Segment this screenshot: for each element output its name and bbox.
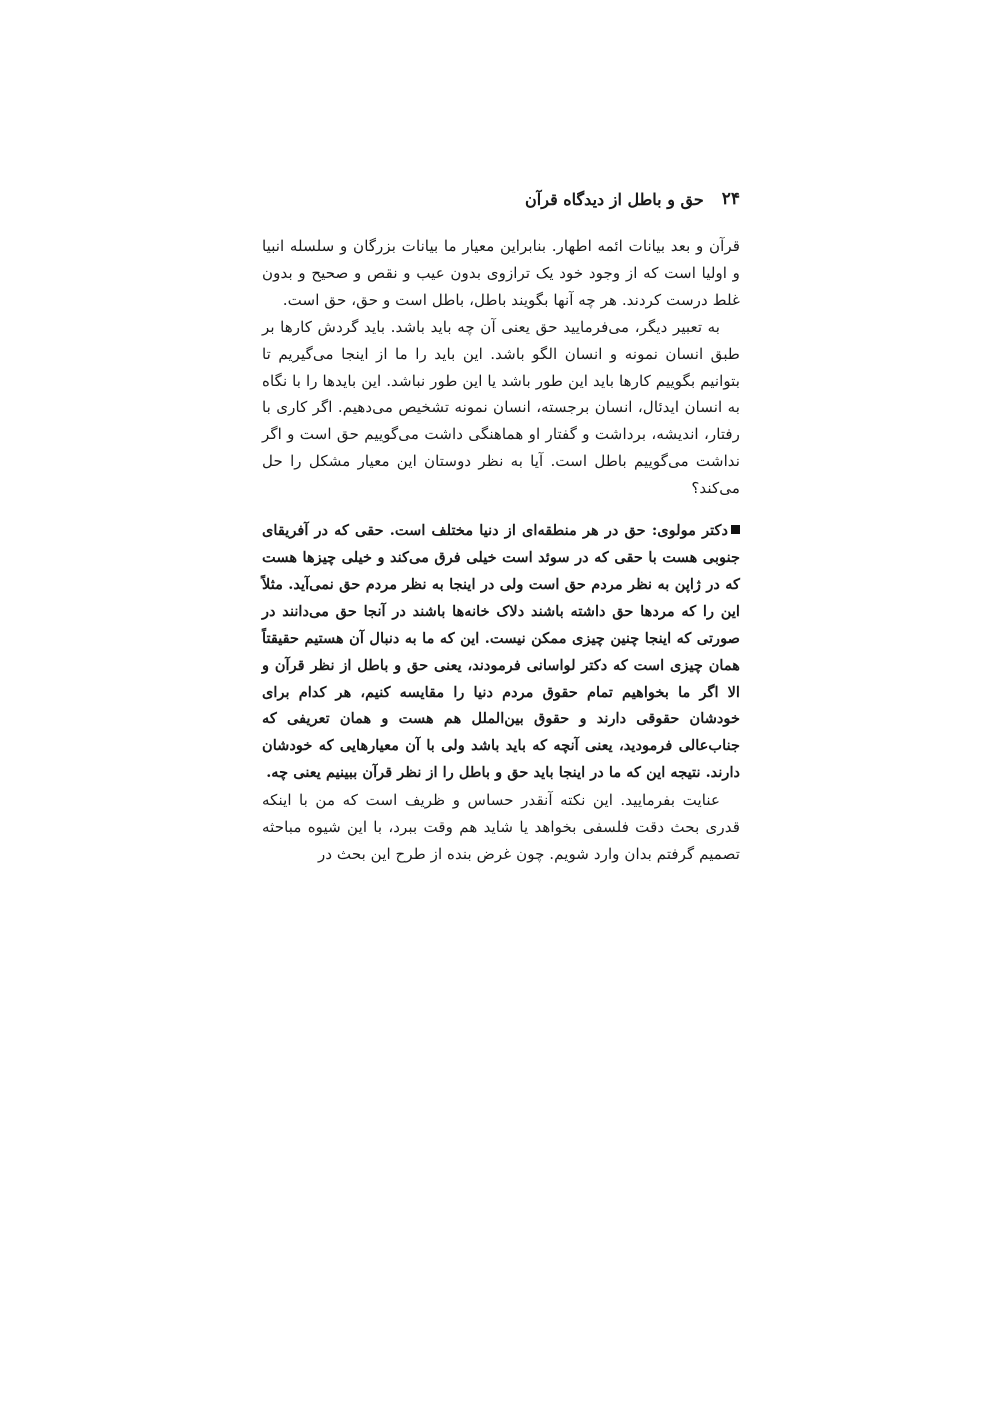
body-text — [262, 233, 740, 868]
running-header — [262, 184, 740, 214]
paragraph-1: قرآن و بعد بیانات ائمه اطهار. بنابراین معیار ما بیانات بزرگان و سلسله انبیا و اولیا است که از وجود خود یک ترازوی بدون عیب و نقص و صحیح و بدون غلط درست کردند. هر چه آنها بگویند باطل، باطل است و حق، حق است. — [262, 237, 740, 309]
square-bullet-icon — [731, 525, 740, 534]
paragraph-2: به تعبیر دیگر، می‌فرمایید حق یعنی آن چه باید باشد. باید گردش کارها بر طبق انسان نمونه و انسان الگو باشد. این باید را ما از اینجا می‌گیریم تا بتوانیم بگوییم کارها باید این طور باشد یا این طور نباشد. این بایدها را با نگاه به انسان ایدئال، انسان برجسته، انسان نمونه تشخیص می‌دهیم. اگر کاری با رفتار، اندیشه، برداشت و گفتار او هماهنگی داشت می‌گوییم حق است و اگر نداشت می‌گوییم باطل است. آیا به نظر دوستان این معیار مشکل را حل می‌کند؟ — [262, 317, 740, 498]
paragraph-4: عنایت بفرمایید. این نکته آنقدر حساس و ظریف است که من با اینکه قدری بحث دقت فلسفی بخواهد یا شاید هم وقت ببرد، با این شیوه مباحثه تصمیم گرفتم بدان وارد شویم. چون غرض بنده از طرح این بحث در — [262, 791, 740, 863]
running-title: حق و باطل از دیدگاه قرآن — [525, 189, 704, 209]
page-number: ۲۴ — [721, 189, 740, 209]
paragraph-3-speaker — [262, 518, 740, 787]
paragraph-3-text: دکتر مولوی: حق در هر منطقه‌ای از دنیا مختلف است. حقی که در آفریقای جنوبی هست با حقی که در سوئد است خیلی فرق می‌کند و خیلی چیزها هست که در ژاپن به نظر مردم حق است ولی در اینجا به نظر مردم حق نمی‌آید. مثلاً این را که مردها حق داشته باشند دلاک خانه‌ها باشند در آنجا حق می‌دانند در صورتی که اینجا چنین چیزی ممکن نیست. این که ما به دنبال آن هستیم حقیقتاً همان چیزی است که دکتر لواسانی فرمودند، یعنی حق و باطل از نظر قرآن و الا اگر ما بخواهیم تمام حقوق مردم دنیا را مقایسه کنیم، هر کدام برای خودشان حقوقی دارند و حقوق بین‌الملل هم هست و همان تعریفی که جناب‌عالی فرمودید، یعنی آنچه که باید باشد ولی با آن معیارهایی که خودشان دارند. نتیجه این که ما در اینجا باید حق و باطل را از نظر قرآن ببینیم یعنی چه. — [262, 522, 740, 782]
